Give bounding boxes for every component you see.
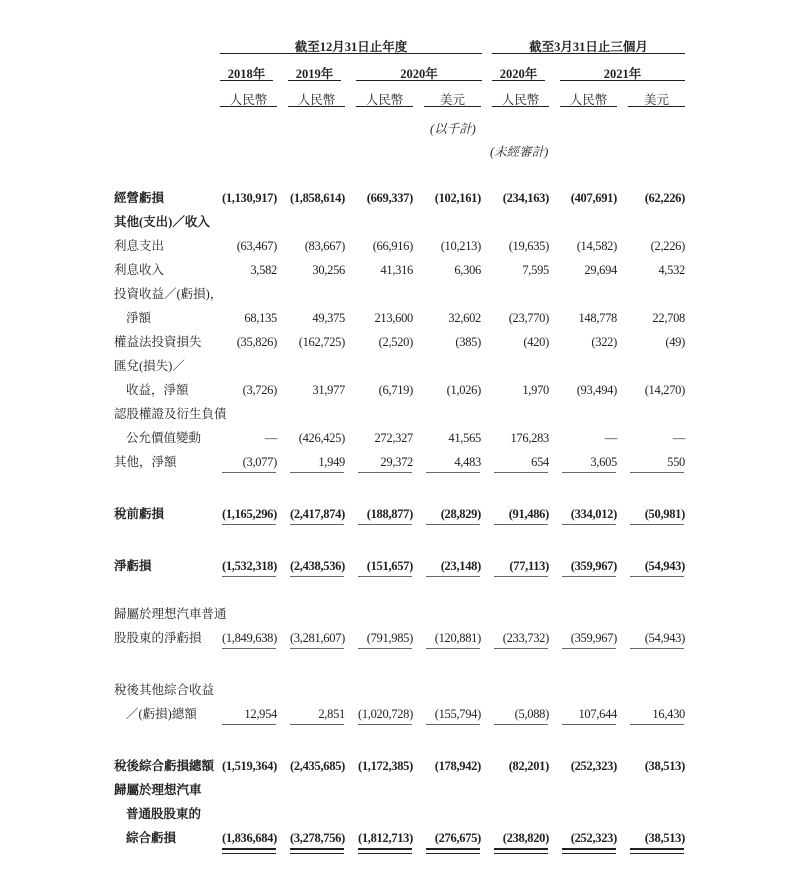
cell-value: 49,375 (312, 311, 345, 325)
header-rule (356, 80, 482, 81)
cell-value: (359,967) (570, 631, 617, 645)
cell-value: (91,486) (508, 507, 549, 521)
cell-value: (669,337) (366, 191, 413, 205)
row-label: 稅後其他綜合收益 (114, 683, 215, 697)
subtotal-underline (562, 724, 616, 725)
row-label: 匯兌(損失)／ (114, 359, 185, 373)
subtotal-underline (222, 576, 276, 577)
row-label: 投資收益／(虧損)， (114, 287, 223, 301)
row-label: 稅前虧損 (114, 507, 165, 521)
subtotal-underline (290, 648, 344, 649)
cell-value: (2,226) (650, 239, 685, 253)
cell-value: 2,851 (318, 707, 345, 721)
subtotal-underline (562, 576, 616, 577)
cell-value: (3,281,607) (289, 631, 345, 645)
cell-value: (77,113) (509, 559, 549, 573)
cell-value: (334,012) (570, 507, 617, 521)
cell-value: 107,644 (578, 707, 617, 721)
header-rule (288, 106, 345, 107)
cell-value: (49) (665, 335, 685, 349)
year-2020-q: 2020年 (499, 67, 538, 81)
subtotal-underline (222, 472, 276, 473)
subtotal-underline (426, 724, 480, 725)
row-label: 收益，淨額 (126, 383, 189, 397)
header-rule (220, 106, 277, 107)
cell-value: (63,467) (236, 239, 277, 253)
cell-value: (385) (455, 335, 481, 349)
header-rule (288, 80, 341, 81)
subtotal-underline (426, 648, 480, 649)
header-rule (628, 106, 685, 107)
subtotal-underline (222, 648, 276, 649)
cell-value: 7,595 (522, 263, 549, 277)
row-label: 利息收入 (114, 263, 165, 277)
cell-value: (252,323) (570, 759, 617, 773)
cell-value: 4,532 (658, 263, 685, 277)
cell-value: (102,161) (434, 191, 481, 205)
header-rule (220, 53, 482, 54)
cell-value: (62,226) (644, 191, 685, 205)
subtotal-underline (222, 724, 276, 725)
currency-header: 人民幣 (569, 93, 608, 107)
cell-value: (35,826) (236, 335, 277, 349)
row-label: 歸屬於理想汽車 (114, 783, 202, 797)
subtotal-underline (630, 472, 684, 473)
row-label: 利息支出 (114, 239, 165, 253)
header-rule (492, 53, 685, 54)
cell-value: 176,283 (510, 431, 549, 445)
subtotal-underline (562, 472, 616, 473)
cell-value: (1,858,614) (289, 191, 345, 205)
cell-value: 32,602 (448, 311, 481, 325)
subtotal-underline (494, 472, 548, 473)
cell-value: (120,881) (434, 631, 481, 645)
subtotal-underline (426, 524, 480, 525)
row-label: 普通股股東的 (126, 807, 202, 821)
cell-value: (1,165,296) (221, 507, 277, 521)
cell-value: 31,977 (312, 383, 345, 397)
cell-value: 12,954 (244, 707, 277, 721)
subtotal-underline (630, 724, 684, 725)
cell-value: (38,513) (644, 831, 685, 845)
cell-value: (1,519,364) (221, 759, 277, 773)
cell-value: (1,836,684) (221, 831, 277, 845)
subtotal-underline (222, 524, 276, 525)
cell-value: (38,513) (644, 759, 685, 773)
cell-value: (155,794) (434, 707, 481, 721)
cell-value: (66,916) (372, 239, 413, 253)
cell-value: (10,213) (440, 239, 481, 253)
cell-value: (238,820) (502, 831, 549, 845)
cell-value: 148,778 (578, 311, 617, 325)
cell-value: (93,494) (576, 383, 617, 397)
subtotal-underline (426, 472, 480, 473)
row-label: 其他(支出)／收入 (114, 215, 210, 229)
currency-header: 美元 (643, 93, 669, 107)
subtotal-underline (630, 524, 684, 525)
currency-header: 人民幣 (297, 93, 336, 107)
row-label: 歸屬於理想汽車普通 (114, 607, 227, 621)
cell-value: 654 (531, 455, 549, 469)
cell-value: (233,732) (502, 631, 549, 645)
cell-value: (2,520) (378, 335, 413, 349)
cell-value: (151,657) (366, 559, 413, 573)
subtotal-underline (358, 576, 412, 577)
subtotal-underline (630, 648, 684, 649)
double-underline (222, 848, 276, 854)
unit-note: (以千計) (430, 122, 476, 136)
cell-value: (1,026) (446, 383, 481, 397)
row-label: 綜合虧損 (126, 831, 177, 845)
cell-value: 22,708 (652, 311, 685, 325)
cell-value: 1,970 (522, 383, 549, 397)
cell-value: 41,565 (448, 431, 481, 445)
currency-header: 人民幣 (229, 93, 268, 107)
cell-value: (1,130,917) (221, 191, 277, 205)
header-rule (424, 106, 481, 107)
currency-header: 人民幣 (365, 93, 404, 107)
subtotal-underline (290, 576, 344, 577)
subtotal-underline (358, 724, 412, 725)
year-2019: 2019年 (295, 67, 334, 81)
cell-value: (82,201) (508, 759, 549, 773)
row-label: 權益法投資損失 (114, 335, 202, 349)
cell-value: (83,667) (304, 239, 345, 253)
cell-value: (1,849,638) (221, 631, 277, 645)
cell-value: (6,719) (378, 383, 413, 397)
subtotal-underline (494, 576, 548, 577)
header-rule (356, 106, 413, 107)
double-underline (562, 848, 616, 854)
header-group-year: 截至12月31日止年度 (294, 40, 408, 54)
row-label: 其他，淨額 (114, 455, 177, 469)
row-label: 經營虧損 (114, 191, 165, 205)
cell-value: 3,582 (250, 263, 277, 277)
cell-value: — (672, 431, 685, 445)
cell-value: — (604, 431, 617, 445)
cell-value: 3,605 (590, 455, 617, 469)
row-label: 淨虧損 (114, 559, 152, 573)
cell-value: 272,327 (374, 431, 413, 445)
subtotal-underline (494, 524, 548, 525)
cell-value: (276,675) (434, 831, 481, 845)
cell-value: 4,483 (454, 455, 481, 469)
cell-value: (1,812,713) (357, 831, 413, 845)
cell-value: (234,163) (502, 191, 549, 205)
cell-value: (359,967) (570, 559, 617, 573)
cell-value: (252,323) (570, 831, 617, 845)
cell-value: 30,256 (312, 263, 345, 277)
cell-value: (162,725) (298, 335, 345, 349)
header-rule (560, 106, 617, 107)
cell-value: (1,020,728) (357, 707, 413, 721)
subtotal-underline (562, 524, 616, 525)
cell-value: (14,270) (644, 383, 685, 397)
cell-value: 550 (667, 455, 685, 469)
cell-value: (178,942) (434, 759, 481, 773)
subtotal-underline (494, 648, 548, 649)
subtotal-underline (358, 648, 412, 649)
double-underline (494, 848, 548, 854)
subtotal-underline (290, 524, 344, 525)
header-group-quarter: 截至3月31日止三個月 (529, 40, 648, 54)
cell-value: (791,985) (366, 631, 413, 645)
subtotal-underline (358, 472, 412, 473)
cell-value: (2,438,536) (289, 559, 345, 573)
double-underline (290, 848, 344, 854)
header-rule (220, 80, 273, 81)
cell-value: (54,943) (644, 631, 685, 645)
row-label: 股股東的淨虧損 (114, 631, 202, 645)
cell-value: (23,770) (508, 311, 549, 325)
subtotal-underline (290, 724, 344, 725)
cell-value: (1,172,385) (357, 759, 413, 773)
cell-value: (14,582) (576, 239, 617, 253)
year-2018: 2018年 (227, 67, 266, 81)
subtotal-underline (426, 576, 480, 577)
cell-value: (420) (523, 335, 549, 349)
cell-value: 6,306 (454, 263, 481, 277)
row-label: 認股權證及衍生負債 (114, 407, 227, 421)
cell-value: (188,877) (366, 507, 413, 521)
cell-value: (3,726) (242, 383, 277, 397)
subtotal-underline (358, 524, 412, 525)
unaudited-note: (未經審計) (490, 145, 549, 159)
header-rule (560, 80, 685, 81)
cell-value: (426,425) (298, 431, 345, 445)
row-label: 淨額 (126, 311, 152, 325)
cell-value: (28,829) (440, 507, 481, 521)
cell-value: (5,088) (514, 707, 549, 721)
cell-value: 29,372 (380, 455, 413, 469)
cell-value: 41,316 (380, 263, 413, 277)
cell-value: 1,949 (318, 455, 345, 469)
currency-header: 人民幣 (501, 93, 540, 107)
header-rule (492, 80, 545, 81)
year-2020: 2020年 (400, 67, 438, 81)
subtotal-underline (562, 648, 616, 649)
cell-value: (322) (591, 335, 617, 349)
cell-value: 16,430 (652, 707, 685, 721)
cell-value: (54,943) (644, 559, 685, 573)
row-label: 公允價值變動 (126, 431, 202, 445)
cell-value: (407,691) (570, 191, 617, 205)
cell-value: — (264, 431, 277, 445)
subtotal-underline (290, 472, 344, 473)
double-underline (426, 848, 480, 854)
double-underline (630, 848, 684, 854)
cell-value: (23,148) (440, 559, 481, 573)
subtotal-underline (494, 724, 548, 725)
row-label: 稅後綜合虧損總額 (114, 759, 215, 773)
currency-header: 美元 (439, 93, 465, 107)
double-underline (358, 848, 412, 854)
year-2021-q: 2021年 (603, 67, 642, 81)
cell-value: 213,600 (374, 311, 413, 325)
cell-value: (3,278,756) (289, 831, 345, 845)
cell-value: (19,635) (508, 239, 549, 253)
cell-value: 68,135 (244, 311, 277, 325)
cell-value: (50,981) (644, 507, 685, 521)
cell-value: (1,532,318) (221, 559, 277, 573)
cell-value: (2,435,685) (289, 759, 345, 773)
cell-value: 29,694 (584, 263, 617, 277)
cell-value: (2,417,874) (289, 507, 345, 521)
subtotal-underline (630, 576, 684, 577)
row-label: ／(虧損)總額 (126, 707, 197, 721)
cell-value: (3,077) (242, 455, 277, 469)
header-rule (492, 106, 549, 107)
